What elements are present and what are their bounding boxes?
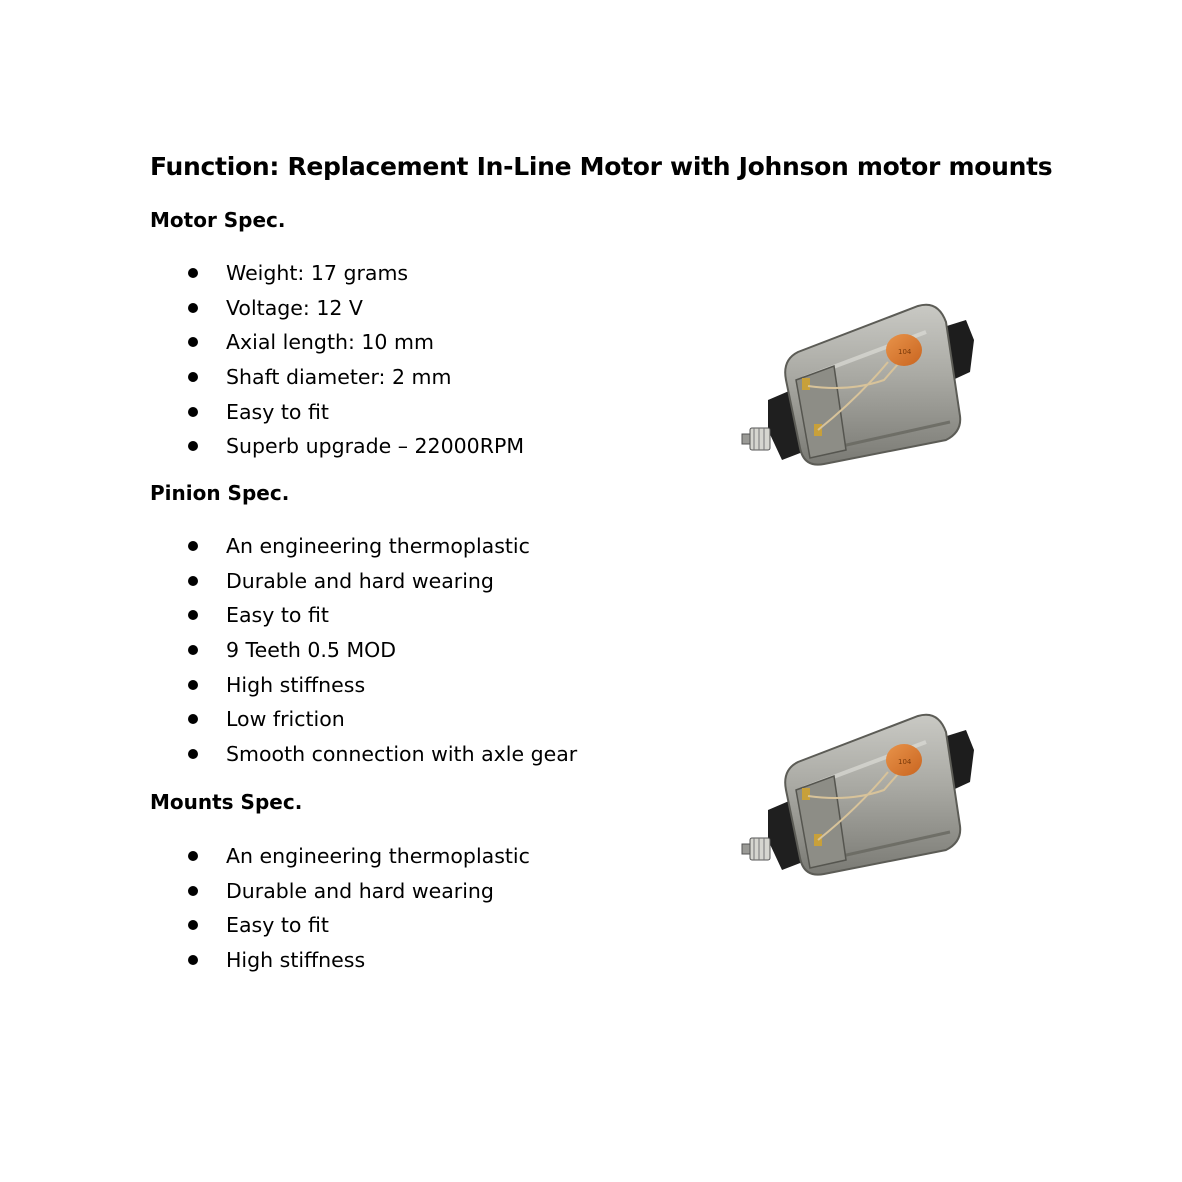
- dc-motor-photo-top: [738, 300, 978, 470]
- bullet-icon: [188, 303, 198, 313]
- bullet-icon: [188, 851, 198, 861]
- bullet-icon: [188, 541, 198, 551]
- dc-motor-photo-bottom: [738, 710, 978, 880]
- bullet-icon: [188, 268, 198, 278]
- bullet-icon: [188, 610, 198, 620]
- bullet-icon: [188, 886, 198, 896]
- bullet-icon: [188, 576, 198, 586]
- bullet-icon: [188, 372, 198, 382]
- section-heading-motor-spec: Motor Spec.: [150, 208, 286, 232]
- page-title: Function: Replacement In-Line Motor with Johnson motor mounts: [150, 152, 1053, 181]
- section-heading-mounts-spec: Mounts Spec.: [150, 790, 303, 814]
- bullet-icon: [188, 714, 198, 724]
- bullet-icon: [188, 680, 198, 690]
- bullet-icon: [188, 920, 198, 930]
- section-heading-pinion-spec: Pinion Spec.: [150, 481, 290, 505]
- bullet-icon: [188, 407, 198, 417]
- svg-text:104: 104: [898, 758, 912, 766]
- bullet-icon: [188, 749, 198, 759]
- bullet-icon: [188, 955, 198, 965]
- svg-text:104: 104: [898, 348, 912, 356]
- bullet-icon: [188, 337, 198, 347]
- bullet-icon: [188, 645, 198, 655]
- bullet-icon: [188, 441, 198, 451]
